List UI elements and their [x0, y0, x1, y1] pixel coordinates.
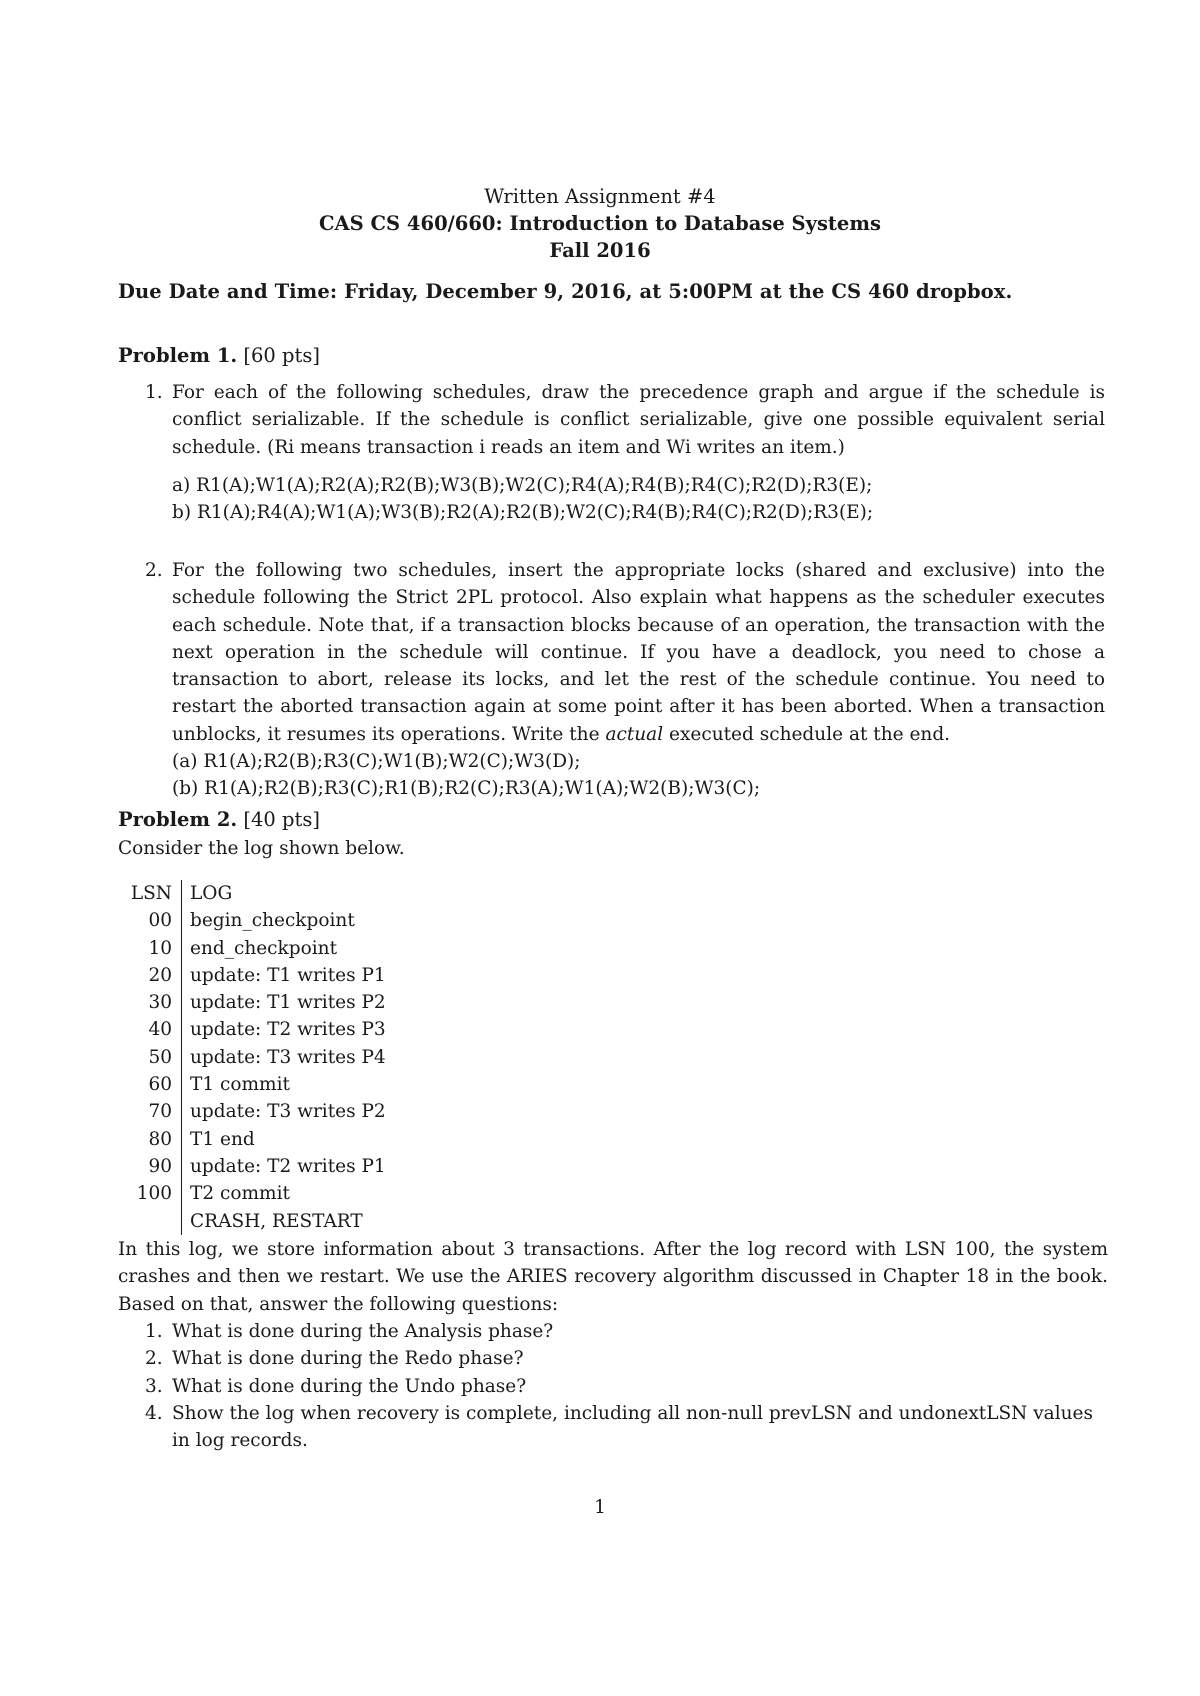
problem-1-label: Problem 1. — [118, 344, 238, 367]
log-row — [124, 989, 386, 1016]
log-record: begin_checkpoint — [190, 910, 355, 932]
schedule-1b: b) R1(A);R4(A);W1(A);W3(B);R2(A);R2(B);W2(C);R4(B);R4(C);R2(D);R3(E); — [172, 502, 874, 523]
log-row — [124, 1098, 386, 1125]
assignment-header — [0, 183, 1200, 264]
log-lsn: 30 — [124, 989, 182, 1016]
log-lsn: 60 — [124, 1071, 182, 1098]
question-item — [145, 1373, 1105, 1400]
log-record: update: T3 writes P4 — [190, 1046, 386, 1068]
problem-2-heading — [118, 808, 320, 831]
problem-2-description: In this log, we store information about 3 transactions. After the log record with LSN 100, the system crashes and then we restart. We use the ARIES recovery algorithm discussed in Chapter 18 in the book. Based on that, answer the following questions: — [118, 1239, 1108, 1315]
log-row — [124, 962, 386, 989]
question-list — [145, 1318, 1105, 1454]
log-lsn: 20 — [124, 962, 182, 989]
item-text-part: For the following two schedules, insert the appropriate locks (shared and exclusive) into the schedule following the Strict 2PL protocol. Also explain what happens as the scheduler executes each schedule. Note that, if a transaction blocks because of an operation, the transaction with the next operation in the schedule will continue. If you have a deadlock, you need to chose a transaction to abort, release its locks, and let the rest of the schedule continue. You need to restart the aborted transaction again at some point after it has been aborted. When a transaction unblocks, it resumes its operations. Write the — [172, 560, 1105, 745]
log-row — [124, 1016, 386, 1043]
item-text — [172, 557, 1105, 748]
log-record: CRASH, RESTART — [190, 1210, 363, 1232]
question-text: What is done during the Undo phase? — [172, 1375, 527, 1397]
course-title: CAS CS 460/660: Introduction to Database Systems — [319, 212, 881, 235]
log-lsn: 50 — [124, 1044, 182, 1071]
log-header-row — [124, 880, 386, 907]
item-number: 2. — [145, 560, 163, 581]
item-text-emphasis: actual — [605, 723, 664, 745]
log-lsn: 90 — [124, 1153, 182, 1180]
schedule-2a: (a) R1(A);R2(B);R3(C);W1(B);W2(C);W3(D); — [172, 751, 581, 772]
question-text: What is done during the Redo phase? — [172, 1348, 524, 1370]
log-row — [124, 1208, 386, 1235]
log-record: end_checkpoint — [190, 937, 337, 959]
log-lsn: 00 — [124, 907, 182, 934]
term: Fall 2016 — [549, 239, 651, 262]
problem-2-intro: Consider the log shown below. — [118, 838, 405, 859]
due-date: Due Date and Time: Friday, December 9, 2016, at 5:00PM at the CS 460 dropbox. — [118, 280, 1013, 303]
log-record: update: T3 writes P2 — [190, 1101, 386, 1123]
assignment-title: Written Assignment #4 — [484, 185, 716, 208]
log-lsn — [124, 1208, 182, 1235]
log-row — [124, 907, 386, 934]
log-table — [124, 880, 386, 1235]
log-row — [124, 1071, 386, 1098]
problem-1-heading — [118, 344, 320, 367]
problem-1-item-2 — [145, 557, 1105, 748]
problem-1-points: [60 pts] — [243, 344, 320, 367]
page-number: 1 — [594, 1497, 606, 1518]
problem-2-points: [40 pts] — [243, 808, 320, 831]
log-row — [124, 1044, 386, 1071]
item-text: For each of the following schedules, draw the precedence graph and argue if the schedule is conflict serializable. If the schedule is conflict serializable, give one possible equivalent serial schedule. (Ri means transaction i reads an item and Wi writes an item.) — [172, 382, 1105, 458]
log-record: update: T1 writes P1 — [190, 964, 386, 986]
question-number: 4. — [145, 1402, 163, 1424]
schedule-1a: a) R1(A);W1(A);R2(A);R2(B);W3(B);W2(C);R4(A);R4(B);R4(C);R2(D);R3(E); — [172, 475, 873, 496]
question-item — [145, 1400, 1105, 1455]
log-row — [124, 1153, 386, 1180]
log-row — [124, 1180, 386, 1207]
log-row — [124, 1126, 386, 1153]
schedule-2b: (b) R1(A);R2(B);R3(C);R1(B);R2(C);R3(A);W1(A);W2(B);W3(C); — [172, 778, 761, 799]
log-record: T1 commit — [190, 1074, 290, 1096]
question-item — [145, 1345, 1105, 1372]
item-number: 1. — [145, 382, 163, 403]
log-lsn: 10 — [124, 935, 182, 962]
question-text: Show the log when recovery is complete, including all non-null prevLSN and undonextLSN values in log records. — [172, 1402, 1093, 1452]
log-record: update: T2 writes P1 — [190, 1155, 386, 1177]
log-lsn: 100 — [124, 1180, 182, 1207]
question-number: 3. — [145, 1375, 163, 1397]
item-text-part: executed schedule at the end. — [663, 723, 951, 745]
log-lsn: 40 — [124, 1016, 182, 1043]
log-header-lsn: LSN — [124, 880, 182, 907]
question-item — [145, 1318, 1105, 1345]
log-record: update: T2 writes P3 — [190, 1019, 386, 1041]
log-record: update: T1 writes P2 — [190, 992, 386, 1014]
log-record: T2 commit — [190, 1183, 290, 1205]
log-header-log: LOG — [190, 883, 233, 904]
problem-1-item-1 — [145, 379, 1105, 461]
question-text: What is done during the Analysis phase? — [172, 1321, 554, 1342]
log-lsn: 80 — [124, 1126, 182, 1153]
question-number: 2. — [145, 1348, 163, 1370]
log-row — [124, 935, 386, 962]
log-record: T1 end — [190, 1128, 255, 1150]
question-number: 1. — [145, 1321, 163, 1342]
problem-2-label: Problem 2. — [118, 808, 238, 831]
log-lsn: 70 — [124, 1098, 182, 1125]
